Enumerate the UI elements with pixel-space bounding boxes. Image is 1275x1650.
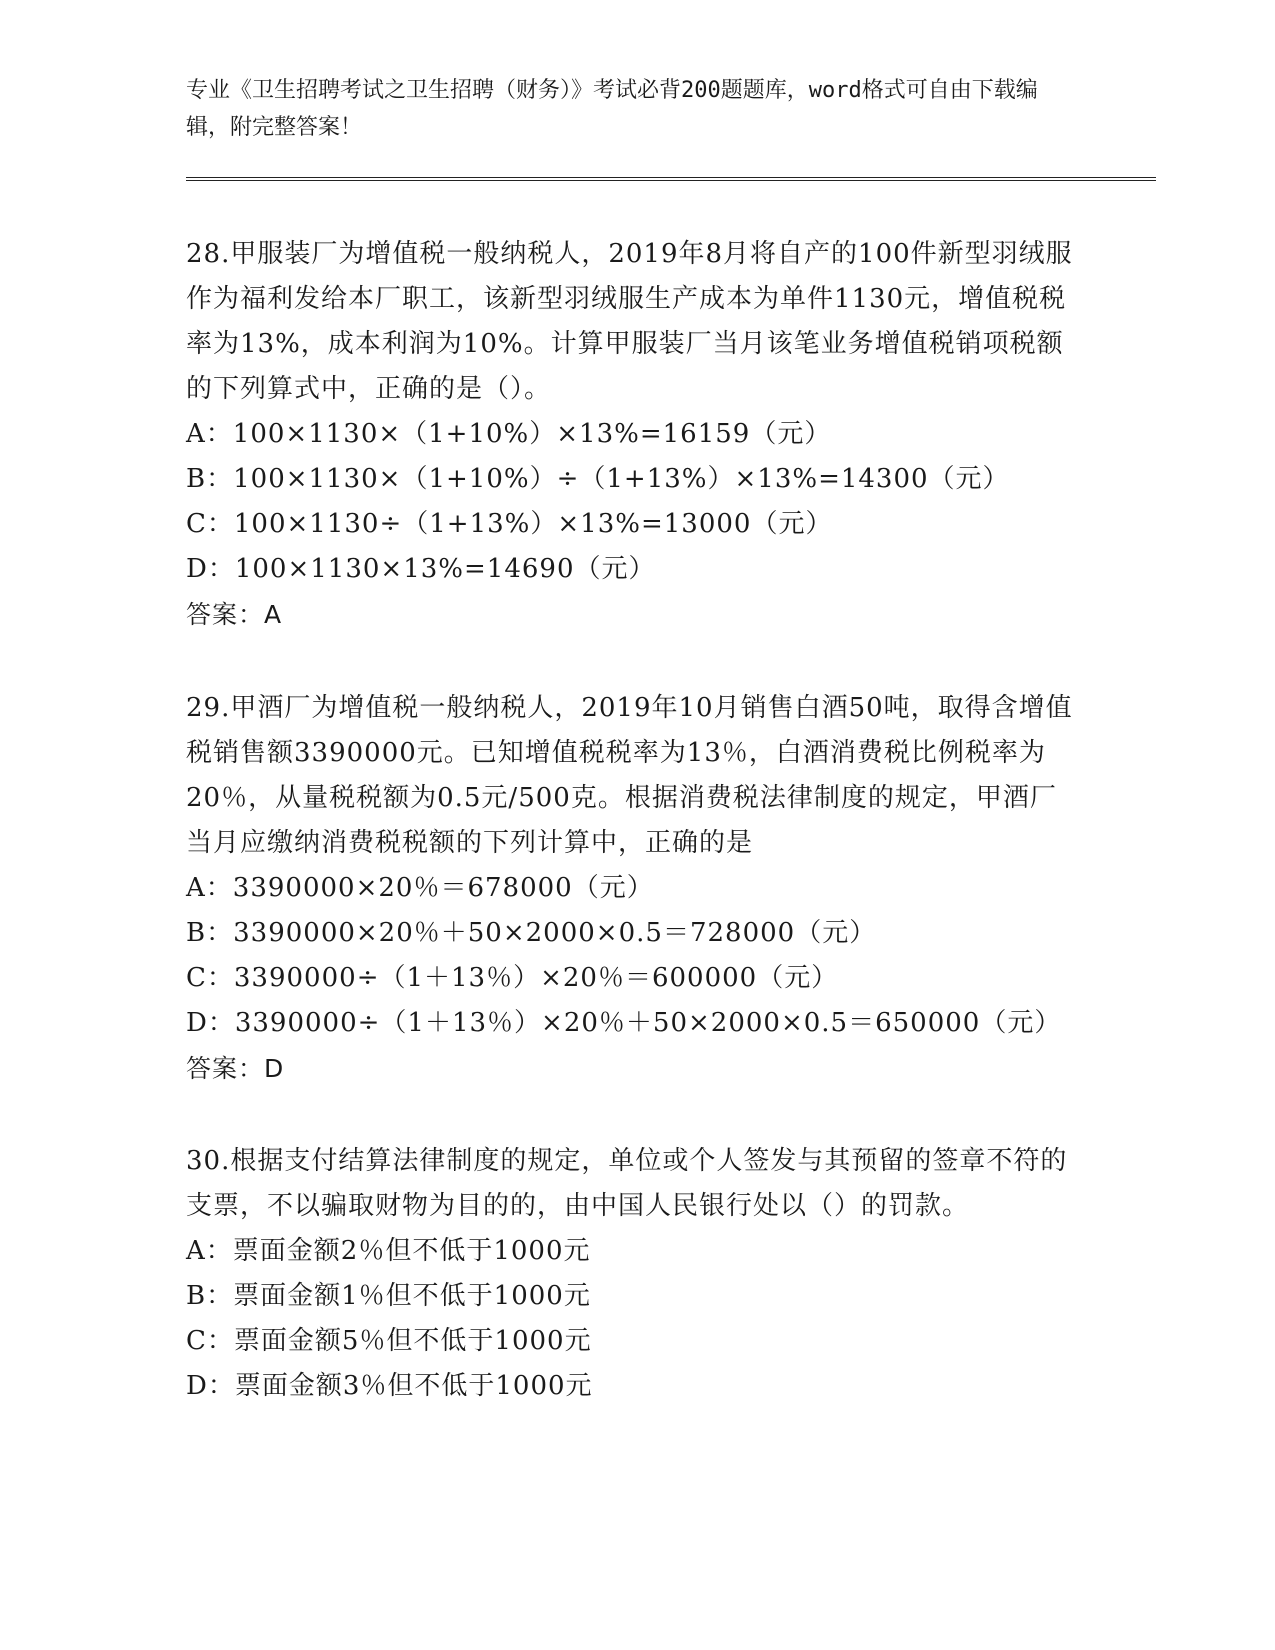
option-a: A：3390000×20％＝678000（元）	[186, 873, 654, 903]
option-a: A：票面金额2％但不低于1000元	[186, 1236, 591, 1266]
header-divider	[186, 177, 1156, 181]
option-d: D：票面金额3％但不低于1000元	[186, 1371, 593, 1401]
header-text: 专业《卫生招聘考试之卫生招聘（财务）》考试必背200题题库，word格式可自由下载编辑，附完整答案！	[186, 78, 1038, 140]
option-b: B：100×1130×（1+10%）÷（1+13%）×13%=14300（元）	[186, 464, 1010, 494]
question-stem: 30.根据支付结算法律制度的规定，单位或个人签发与其预留的签章不符的支票，不以骗取财物为目的的，由中国人民银行处以（）的罚款。	[186, 1146, 1068, 1221]
answer-label: 答案：A	[186, 600, 283, 629]
question-29	[186, 686, 1076, 1091]
option-b: B：3390000×20％＋50×2000×0.5＝728000（元）	[186, 918, 877, 948]
option-c: C：票面金额5％但不低于1000元	[186, 1326, 592, 1356]
document-header	[186, 72, 1076, 146]
option-a: A：100×1130×（1+10%）×13%=16159（元）	[186, 419, 832, 449]
option-c: C：100×1130÷（1+13%）×13%=13000（元）	[186, 509, 833, 539]
question-stem: 29.甲酒厂为增值税一般纳税人，2019年10月销售白酒50吨，取得含增值税销售额3390000元。已知增值税税率为13％，白酒消费税比例税率为20％，从量税税额为0.5元/500克。根据消费税法律制度的规定，甲酒厂当月应缴纳消费税税额的下列计算中，正确的是	[186, 693, 1073, 858]
question-30	[186, 1139, 1076, 1409]
question-stem: 28.甲服装厂为增值税一般纳税人，2019年8月将自产的100件新型羽绒服作为福利发给本厂职工，该新型羽绒服生产成本为单件1130元，增值税税率为13%，成本利润为10%。计算甲服装厂当月该笔业务增值税销项税额的下列算式中，正确的是（）。	[186, 239, 1073, 404]
option-b: B：票面金额1％但不低于1000元	[186, 1281, 591, 1311]
question-28	[186, 232, 1076, 637]
option-d: D：3390000÷（1＋13％）×20％＋50×2000×0.5＝650000（元）	[186, 1008, 1062, 1038]
answer-label: 答案：D	[186, 1054, 285, 1083]
option-d: D：100×1130×13%=14690（元）	[186, 554, 656, 584]
option-c: C：3390000÷（1＋13％）×20％＝600000（元）	[186, 963, 839, 993]
